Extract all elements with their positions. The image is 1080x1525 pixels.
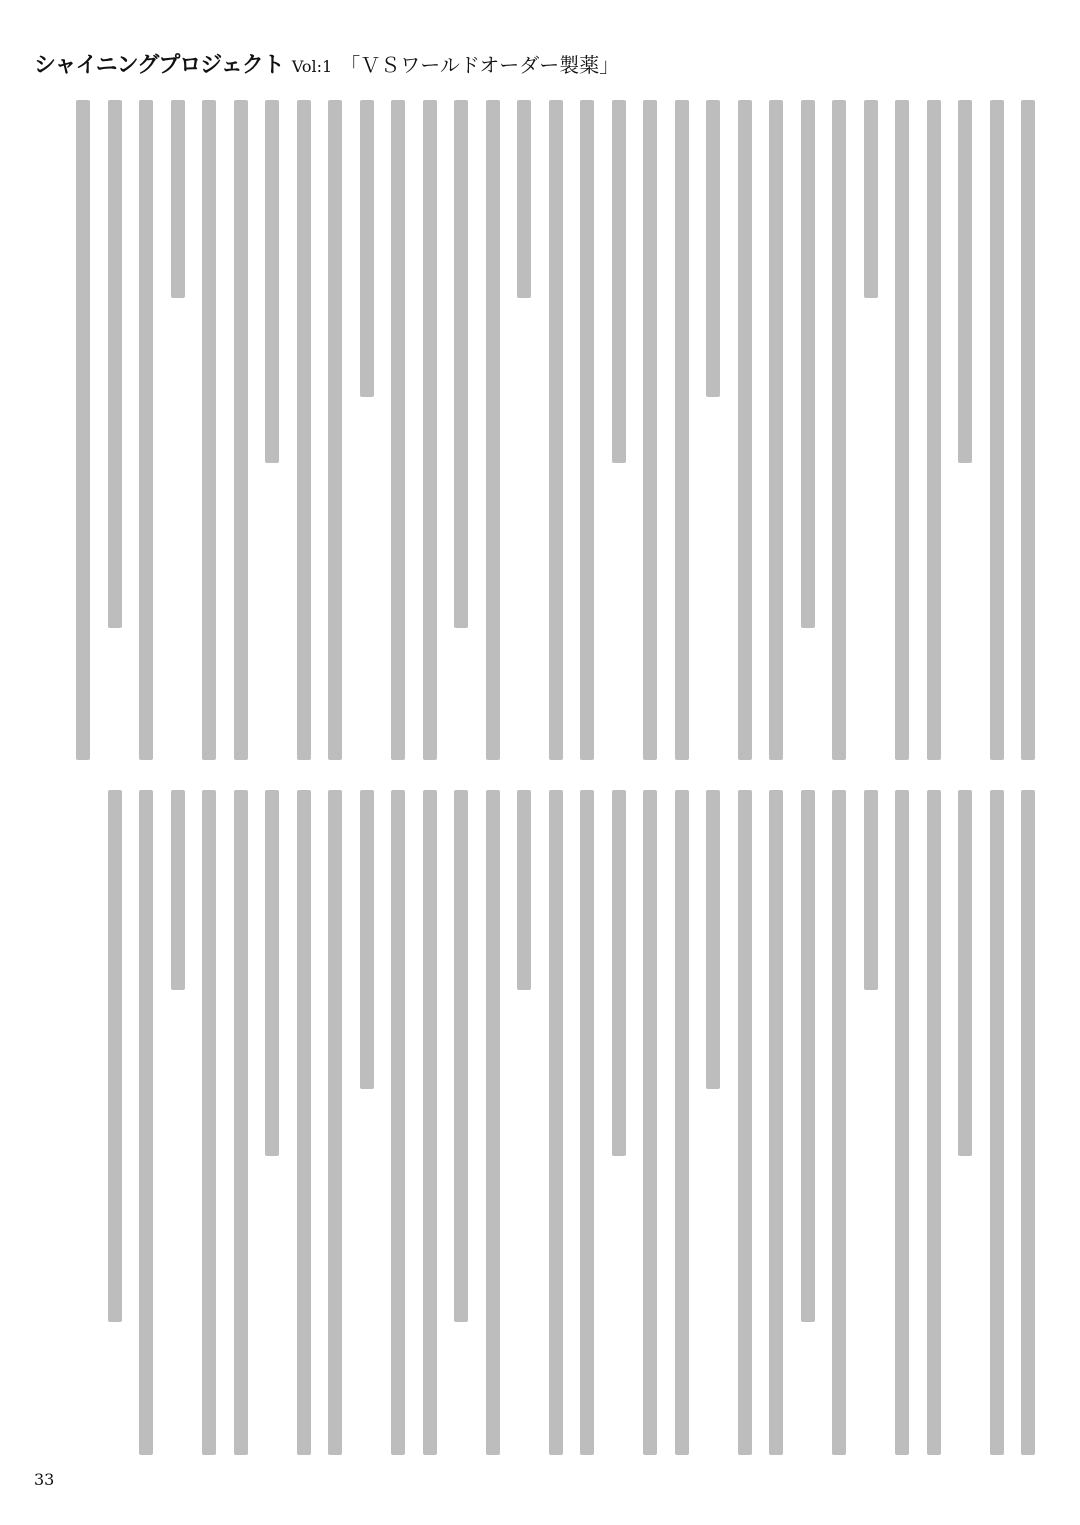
redacted-text-column: [927, 100, 941, 760]
redacted-text-column: [1021, 790, 1035, 1455]
redacted-text-column: [517, 790, 531, 990]
redacted-text-column: [139, 790, 153, 1455]
redacted-text-column: [234, 790, 248, 1455]
redacted-text-column: [171, 100, 185, 298]
volume-label: Vol:1: [291, 57, 333, 76]
redacted-text-column: [706, 100, 720, 397]
redacted-text-column: [895, 100, 909, 760]
redacted-text-column: [769, 790, 783, 1455]
chapter-subtitle: 「ＶＳワールドオーダー製薬」: [340, 53, 620, 77]
redacted-text-column: [612, 100, 626, 463]
redacted-text-column: [895, 790, 909, 1455]
redacted-text-column: [675, 100, 689, 760]
redacted-text-column: [517, 100, 531, 298]
redacted-text-column: [423, 100, 437, 760]
redacted-text-column: [832, 790, 846, 1455]
redacted-text-column: [927, 790, 941, 1455]
redacted-text-column: [549, 100, 563, 760]
redacted-text-column: [958, 100, 972, 463]
redacted-text-column: [297, 100, 311, 760]
redacted-text-column: [108, 790, 122, 1322]
redacted-text-column: [675, 790, 689, 1455]
redacted-text-column: [580, 790, 594, 1455]
redacted-text-column: [265, 100, 279, 463]
redacted-text-column: [360, 100, 374, 397]
redacted-text-column: [139, 100, 153, 760]
redacted-text-column: [580, 100, 594, 760]
redacted-text-column: [202, 790, 216, 1455]
redacted-text-column: [612, 790, 626, 1156]
redacted-text-column: [643, 790, 657, 1455]
redacted-text-column: [391, 790, 405, 1455]
redacted-text-column: [202, 100, 216, 760]
redacted-text-column: [486, 790, 500, 1455]
text-tier-bottom: [60, 790, 1035, 1465]
redacted-text-column: [738, 100, 752, 760]
redacted-text-column: [265, 790, 279, 1156]
redacted-text-column: [76, 100, 90, 760]
redacted-text-column: [706, 790, 720, 1089]
redacted-text-column: [832, 100, 846, 760]
redacted-text-column: [643, 100, 657, 760]
redacted-text-column: [990, 790, 1004, 1455]
redacted-text-column: [234, 100, 248, 760]
redacted-text-column: [801, 790, 815, 1322]
redacted-text-column: [801, 100, 815, 628]
redacted-text-column: [360, 790, 374, 1089]
page-number: 33: [34, 1470, 55, 1489]
redacted-text-column: [454, 790, 468, 1322]
redacted-text-column: [328, 790, 342, 1455]
redacted-text-column: [1021, 100, 1035, 760]
text-tier-top: [60, 100, 1035, 770]
redacted-text-column: [864, 100, 878, 298]
redacted-text-column: [549, 790, 563, 1455]
redacted-text-column: [454, 100, 468, 628]
page-header: [34, 48, 619, 79]
redacted-text-column: [738, 790, 752, 1455]
series-title: シャイニングプロジェクト: [34, 53, 284, 78]
redacted-text-column: [864, 790, 878, 990]
redacted-text-column: [297, 790, 311, 1455]
redacted-text-column: [171, 790, 185, 990]
redacted-text-column: [328, 100, 342, 760]
redacted-text-column: [423, 790, 437, 1455]
redacted-text-column: [486, 100, 500, 760]
redacted-text-column: [769, 100, 783, 760]
redacted-text-column: [958, 790, 972, 1156]
redacted-text-column: [391, 100, 405, 760]
redacted-text-column: [990, 100, 1004, 760]
redacted-text-column: [108, 100, 122, 628]
